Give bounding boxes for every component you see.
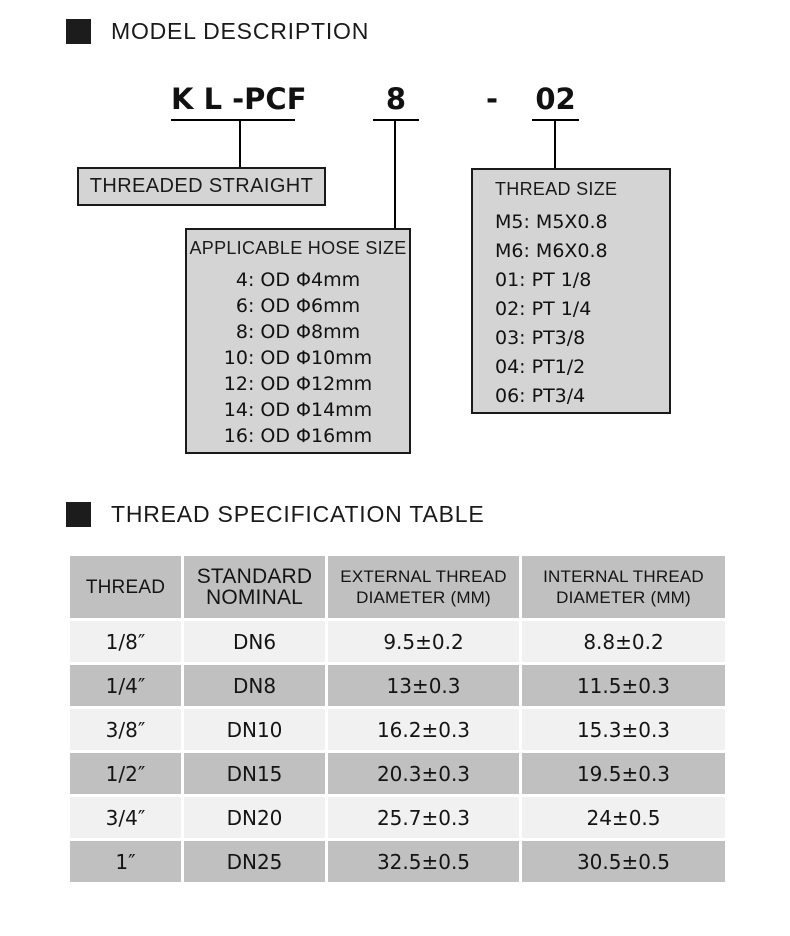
cell-nominal: DN25: [184, 841, 325, 882]
cell-internal: 11.5±0.3: [522, 665, 725, 706]
column-header-external-line2: DIAMETER (MM): [356, 588, 491, 607]
column-header-external-line1: EXTERNAL THREAD: [340, 567, 507, 586]
column-header-external-thread-diameter: [328, 556, 519, 618]
list-item: M5: M5X0.8: [495, 211, 608, 233]
cell-external: 9.5±0.2: [328, 621, 519, 662]
hose-size-list: [187, 267, 409, 449]
list-item: 02: PT 1/4: [495, 298, 592, 320]
cell-internal: 19.5±0.3: [522, 753, 725, 794]
callout-title-threaded-straight: THREADED STRAIGHT: [89, 175, 314, 197]
list-item: M6: M6X0.8: [495, 240, 608, 262]
list-item: 12: OD Φ12mm: [223, 373, 373, 395]
column-header-thread: [70, 556, 181, 618]
callout-title-thread-size: THREAD SIZE: [495, 179, 618, 199]
cell-nominal: DN6: [184, 621, 325, 662]
callout-box-hose-size: [185, 228, 411, 454]
cell-external: 16.2±0.3: [328, 709, 519, 750]
table-row: [70, 841, 725, 882]
underline-series: [171, 119, 295, 121]
section-title-thread-specification-table: THREAD SPECIFICATION TABLE: [111, 501, 485, 527]
cell-nominal: DN15: [184, 753, 325, 794]
square-bullet-icon: [66, 502, 91, 527]
section-title-model-description: MODEL DESCRIPTION: [111, 18, 370, 44]
cell-thread: 3/4″: [70, 797, 181, 838]
leader-line-hose-size: [394, 119, 396, 229]
cell-external: 32.5±0.5: [328, 841, 519, 882]
column-header-internal-line2: DIAMETER (MM): [556, 588, 691, 607]
model-code-hose-size: 8: [385, 82, 407, 116]
cell-nominal: DN20: [184, 797, 325, 838]
list-item: 14: OD Φ14mm: [223, 399, 373, 421]
column-header-internal-thread-diameter: [522, 556, 725, 618]
underline-hose-size: [373, 119, 419, 121]
list-item: 4: OD Φ4mm: [235, 269, 361, 291]
cell-thread: 1/8″: [70, 621, 181, 662]
list-item: 04: PT1/2: [495, 356, 586, 378]
list-item: 10: OD Φ10mm: [223, 347, 373, 369]
list-item: 06: PT3/4: [495, 385, 586, 407]
cell-thread: 1″: [70, 841, 181, 882]
cell-nominal: DN10: [184, 709, 325, 750]
callout-box-thread-size: [471, 168, 671, 414]
section-header-model-description: [66, 18, 369, 45]
column-header-thread-line1: THREAD: [85, 576, 166, 598]
thread-specification-table: [67, 553, 728, 885]
cell-external: 13±0.3: [328, 665, 519, 706]
cell-thread: 1/2″: [70, 753, 181, 794]
table-row: [70, 709, 725, 750]
model-code-thread-code: 02: [535, 82, 576, 116]
table-body: [70, 621, 725, 882]
list-item: 16: OD Φ16mm: [223, 425, 373, 447]
cell-internal: 15.3±0.3: [522, 709, 725, 750]
cell-internal: 30.5±0.5: [522, 841, 725, 882]
column-header-nominal-line2: NOMINAL: [205, 586, 304, 609]
callout-title-hose-size: APPLICABLE HOSE SIZE: [189, 238, 407, 258]
table-header-row: [70, 556, 725, 618]
table-row: [70, 753, 725, 794]
cell-thread: 1/4″: [70, 665, 181, 706]
cell-external: 25.7±0.3: [328, 797, 519, 838]
model-code-separator: -: [485, 82, 499, 116]
section-header-thread-specification-table: [66, 501, 485, 528]
square-bullet-icon: [66, 19, 91, 44]
cell-nominal: DN8: [184, 665, 325, 706]
list-item: 8: OD Φ8mm: [235, 321, 361, 343]
list-item: 03: PT3/8: [495, 327, 586, 349]
table-row: [70, 665, 725, 706]
table-row: [70, 621, 725, 662]
list-item: 6: OD Φ6mm: [235, 295, 361, 317]
table-row: [70, 797, 725, 838]
cell-internal: 24±0.5: [522, 797, 725, 838]
leader-line-thread-code: [554, 119, 556, 169]
callout-box-threaded-straight: [77, 167, 326, 206]
model-code-series: K L -PCF: [171, 82, 307, 116]
column-header-internal-line1: INTERNAL THREAD: [543, 567, 704, 586]
column-header-standard-nominal: [184, 556, 325, 618]
thread-size-list: [495, 208, 669, 411]
list-item: 01: PT 1/8: [495, 269, 592, 291]
column-header-nominal-line1: STANDARD: [196, 565, 313, 588]
cell-thread: 3/8″: [70, 709, 181, 750]
table-header: [70, 556, 725, 618]
cell-internal: 8.8±0.2: [522, 621, 725, 662]
cell-external: 20.3±0.3: [328, 753, 519, 794]
leader-line-series: [239, 119, 241, 168]
